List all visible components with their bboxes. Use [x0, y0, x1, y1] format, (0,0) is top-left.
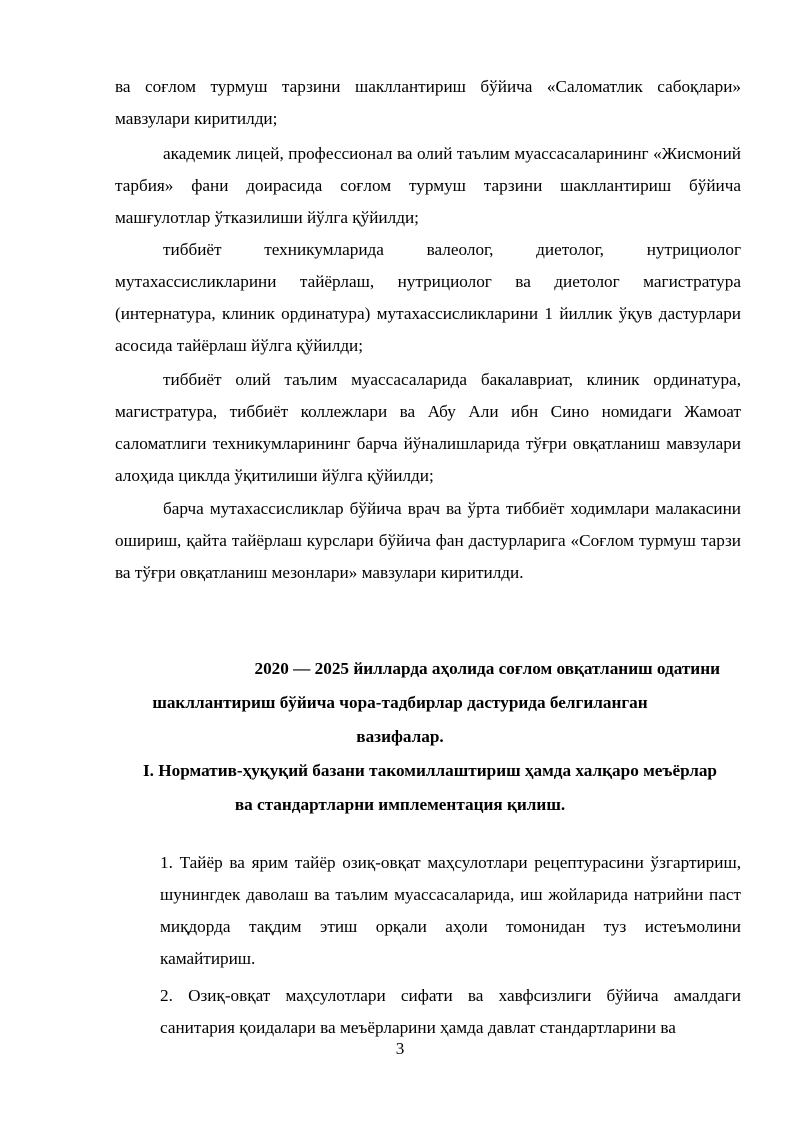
- list-item-1: 1. Тайёр ва ярим тайёр озиқ-овқат маҳсулотлари рецептурасини ўзгартириш, шунингдек даволаш ва таълим муассасаларида, иш жойларида натрийни паст миқдорда тақдим этиш орқали аҳоли томонидан туз истеъмолини камайтириш.: [160, 853, 741, 968]
- paragraph-3: тиббиёт техникумларида валеолог, диетолог, нутрициолог мутахассисликларини тайёрлаш, нутрициолог ва диетолог магистратура (интернатура, клиник ординатура) мутахассисликларини 1 йиллик ўқув дастурлари асосида тайёрлаш йўлга қўйилди;: [115, 240, 741, 355]
- list-item-2: 2. Озиқ-овқат маҳсулотлари сифати ва хавфсизлиги бўйича амалдаги санитария қоидалари ва меъёрларини ҳамда давлат стандартларини ва: [160, 986, 741, 1037]
- section-heading-line-2: ва стандартларни имплементация қилиш.: [234, 795, 566, 814]
- main-heading-line-3: вазифалар.: [356, 727, 444, 746]
- section-heading-line-1: I. Норматив-ҳуқуқий базани такомиллаштириш ҳамда халқаро меъёрлар: [142, 761, 717, 780]
- paragraph-5: барча мутахассисликлар бўйича врач ва ўрта тиббиёт ходимлари малакасини ошириш, қайта тайёрлаш курслари бўйича фан дастурларига «Соғлом турмуш тарзи ва тўғри овқатланиш мезонлари» мавзулари киритилди.: [115, 499, 741, 582]
- main-heading-line-2: шакллантириш бўйича чора-тадбирлар дастурида белгиланган: [152, 693, 648, 712]
- paragraph-1: ва соғлом турмуш тарзини шакллантириш бўйича «Саломатлик сабоқлари» мавзулари киритилди;: [115, 77, 741, 128]
- main-heading-line-1: 2020 — 2025 йилларда аҳолида соғлом овқатланиш одатини: [254, 659, 720, 678]
- page-number: 3: [395, 1039, 405, 1058]
- paragraph-4: тиббиёт олий таълим муассасаларида бакалавриат, клиник ординатура, магистратура, тиббиёт коллежлари ва Абу Али ибн Сино номидаги Жамоат саломатлиги техникумларининг барча йўналишларида тўғри овқатланиш мавзулари алоҳида циклда ўқитилиши йўлга қўйилди;: [115, 370, 741, 485]
- paragraph-2: академик лицей, профессионал ва олий таълим муассасаларининг «Жисмоний тарбия» фани доирасида соғлом турмуш тарзини шакллантириш бўйича машғулотлар ўтказилиши йўлга қўйилди;: [115, 144, 741, 227]
